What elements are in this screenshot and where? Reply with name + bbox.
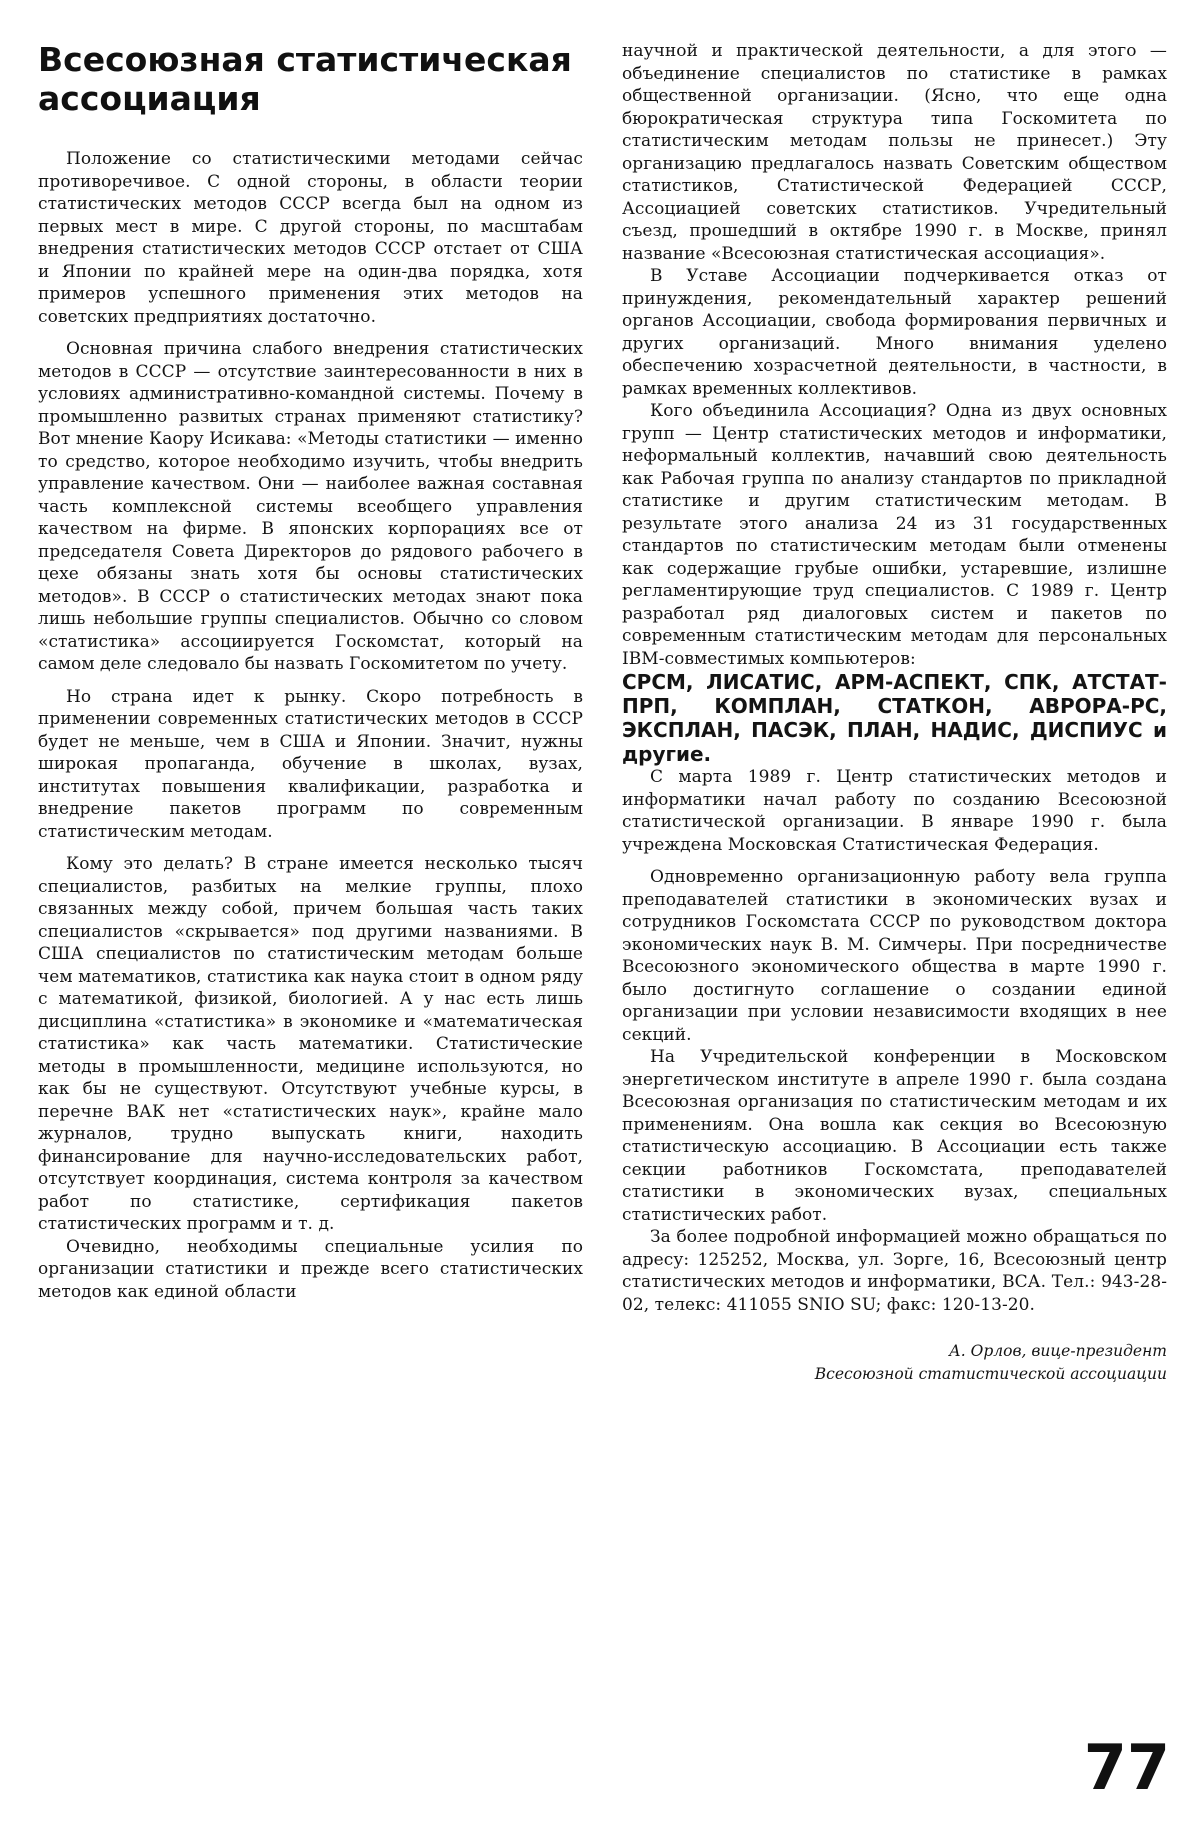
paragraph: Основная причина слабого внедрения статистических методов в СССР — отсутствие заинтересованности в них в условиях административно-командной системы. Почему в промышленно развитых странах применяют статистику? Вот мнение Каору Исикава: «Методы статистики — именно то средство, которое необходимо изучить, чтобы внедрить управление качеством. Они — наиболее важная составная часть комплексной системы всеобщего управления качеством на фирме. В японских корпорациях все от председателя Совета Директоров до рядового рабочего в цехе обязаны знать хотя бы основы статистических методов». В СССР о статистических методах знают пока лишь небольшие группы специалистов. Обычно со словом «статистика» ассоциируется Госкомстат, который на самом деле следовало бы назвать Госкомитетом по учету. (38, 339, 583, 674)
paragraph: На Учредительской конференции в Московском энергетическом институте в апреле 1990 г. была создана Всесоюзная организация по статистическим методам и их применениям. Она вошла как секция во Всесоюзную статистическую ассоциацию. В Ассоциации есть также секции работников Госкомстата, преподавателей статистики в экономических вузах, специальных статистических работ. (622, 1047, 1167, 1225)
paragraph: В Уставе Ассоциации подчеркивается отказ от принуждения, рекомендательный характер решений органов Ассоциации, свобода формирования первичных и других организаций. Много внимания уделено обеспечению хозрасчетной деятельности, в частности, в рамках временных коллективов. (622, 266, 1167, 399)
paragraph: научной и практической деятельности, а для этого — объединение специалистов по статистике в рамках общественной организации. (Ясно, что еще одна бюрократическая структура типа Госкомитета по статистическим методам пользы не принесет.) Эту организацию предлагалось назвать Советским обществом статистиков, Статистической Федерацией СССР, Ассоциацией советских статистиков. Учредительный съезд, прошедший в октябре 1990 г. в Москве, принял название «Всесоюзная статистическая ассоциация». (622, 41, 1167, 264)
paragraph: Положение со статистическими методами сейчас противоречивое. С одной стороны, в области теории статистических методов СССР всегда был на одном из первых мест в мире. С другой стороны, по масштабам внедрения статистических методов СССР отстает от США и Японии по крайней мере на один-два порядка, хотя примеров успешного применения этих методов на советских предприятиях достаточно. (38, 149, 583, 327)
signature-line: А. Орлов, вице-президент (949, 1342, 1167, 1360)
paragraph: Одновременно организационную работу вела группа преподавателей статистики в экономических вузах и сотрудников Госкомстата СССР по руководством доктора экономических наук В. М. Симчеры. При посредничестве Всесоюзного экономического общества в марте 1990 г. было достигнуто соглашение о создании единой организации при условии независимости входящих в нее секций. (622, 867, 1167, 1045)
article-title: Всесоюзная статистическая ассоциация (38, 40, 572, 118)
paragraph: Кого объединила Ассоциация? Одна из двух основных групп — Центр статистических методов и информатики, неформальный коллектив, начавший свою деятельность как Рабочая группа по анализу стандартов по прикладной статистике и другим статистическим методам. В результате этого анализа 24 из 31 государственных стандартов по статистическим методам были отменены как содержащие грубые ошибки, устаревшие, излишне регламентирующие труд специалистов. С 1989 г. Центр разработал ряд диалоговых систем и пакетов по современным статистическим методам для персональных IBM-совместимых компьютеров: (622, 401, 1167, 669)
software-list: СРСМ, ЛИСАТИС, АРМ-АСПЕКТ, СПК, АТСТАТ-ПРП, КОМПЛАН, СТАТКОН, АВРОРА-РС, ЭКСПЛАН, ПАСЭК, ПЛАН, НАДИС, ДИСПИУС и другие. (622, 670, 1167, 766)
paragraph: Но страна идет к рынку. Скоро потребность в применении современных статистических методов в СССР будет не меньше, чем в США и Японии. Значит, нужны широкая пропаганда, обучение в школах, вузах, институтах повышения квалификации, разработка и внедрение пакетов программ по современным статистическим методам. (38, 686, 583, 842)
right-column (622, 40, 1167, 1386)
author-signature (622, 1340, 1167, 1386)
contact-paragraph: За более подробной информацией можно обращаться по адресу: 125252, Москва, ул. Зорге, 16, Всесоюзный центр статистических методов и информатики, ВСА. Тел.: 943-28-02, телекс: 411055 SNIO SU; факс: 120-13-20. (622, 1227, 1167, 1315)
signature-line: Всесоюзной статистической ассоциации (814, 1365, 1167, 1383)
page-number: 77 (1083, 1731, 1170, 1804)
left-column (38, 40, 583, 1303)
paragraph: Кому это делать? В стране имеется несколько тысяч специалистов, разбитых на мелкие группы, плохо связанных между собой, причем большая часть таких специалистов «скрывается» под другими названиями. В США специалистов по статистическим методам больше чем математиков, статистика как наука стоит в одном ряду с математикой, физикой, биологией. А у нас есть лишь дисциплина «статистика» в экономике и «математическая статистика» как часть математики. Статистические методы в промышленности, медицине используются, но как бы не существуют. Отсутствуют учебные курсы, в перечне ВАК нет «статистических наук», крайне мало журналов, трудно выпускать книги, находить финансирование для научно-исследовательских работ, отсутствует координация, система контроля за качеством работ по статистике, сертификация пакетов статистических программ и т. д. (38, 854, 583, 1234)
paragraph: Очевидно, необходимы специальные усилия по организации статистики и прежде всего статистических методов как единой области (38, 1236, 583, 1302)
paragraph: С марта 1989 г. Центр статистических методов и информатики начал работу по созданию Всесоюзной статистической организации. В январе 1990 г. была учреждена Московская Статистическая Федерация. (622, 767, 1167, 855)
